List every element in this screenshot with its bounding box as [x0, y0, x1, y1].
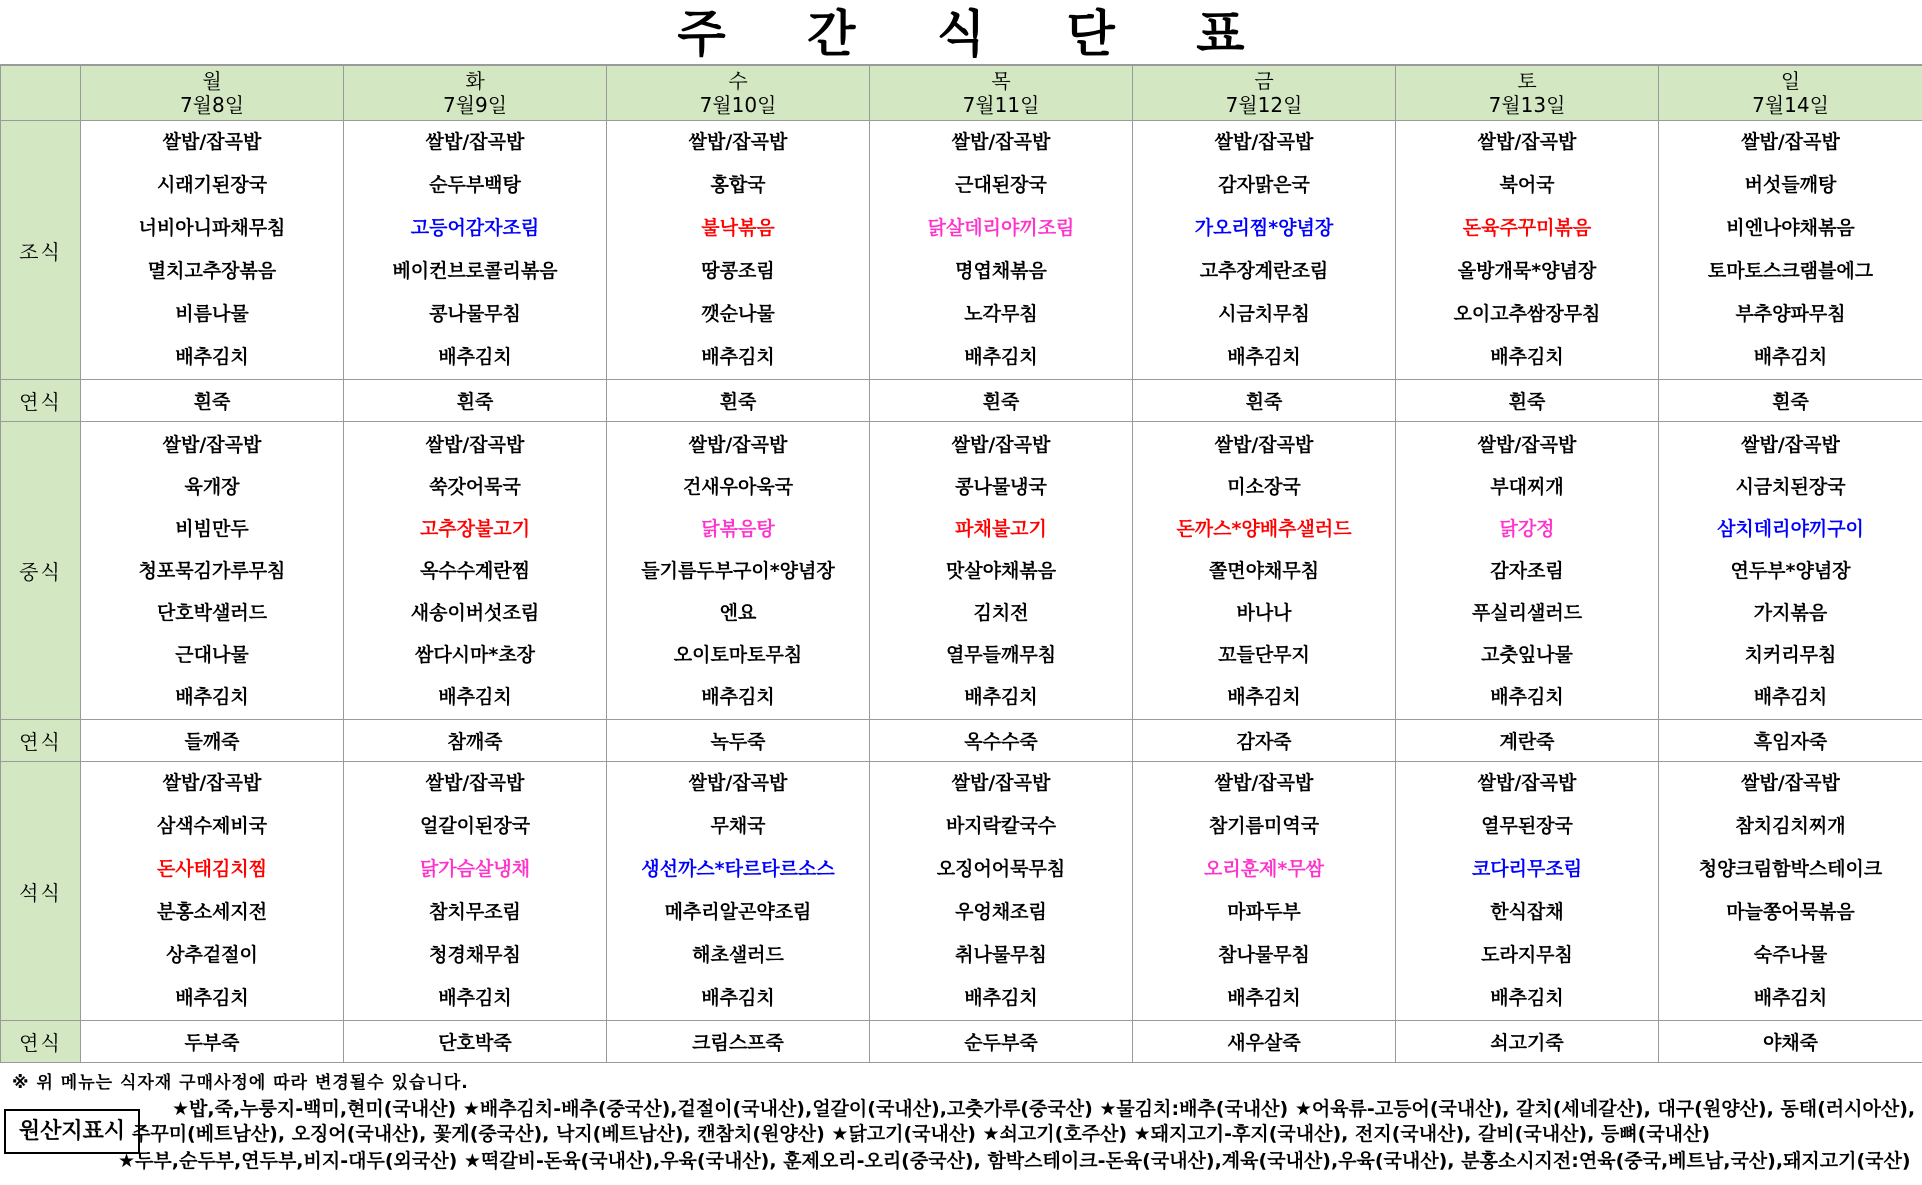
menu-item: 참치김치찌개: [1735, 815, 1846, 837]
breakfast-items: [81, 121, 343, 379]
menu-item: 배추김치: [964, 987, 1038, 1009]
snack-morning-cell: [1659, 380, 1922, 422]
dinner-label: 석식: [1, 762, 81, 1021]
menu-item: 홍합국: [710, 174, 766, 196]
menu-item: 배추김치: [438, 987, 512, 1009]
day-header: [344, 66, 607, 121]
day-header: [1396, 66, 1659, 121]
dinner-items: [81, 762, 343, 1020]
breakfast-items: [344, 121, 606, 379]
snack-item: 단호박죽: [438, 1032, 512, 1054]
snack-item: 흰죽: [1508, 391, 1546, 413]
menu-item: 들기름두부구이*양념장: [641, 559, 835, 582]
menu-item: 배추김치: [175, 685, 249, 708]
breakfast-cell: [1396, 121, 1659, 380]
menu-item: 가오리찜*양념장: [1194, 217, 1334, 239]
dinner-cell: [81, 762, 344, 1021]
menu-item: 청경채무침: [429, 944, 521, 966]
snack-afternoon-cell: [344, 720, 607, 762]
dinner-items: [1396, 762, 1658, 1020]
date-label: 7월13일: [1488, 93, 1566, 117]
menu-item: 쑥갓어묵국: [429, 475, 521, 498]
day-label: 일: [1780, 69, 1801, 93]
lunch-items: [1133, 424, 1395, 718]
menu-item: 근대된장국: [955, 174, 1047, 196]
lunch-cell: [870, 422, 1133, 720]
snack-item: 들깨죽: [184, 731, 240, 753]
menu-item: 불낙볶음: [701, 217, 775, 239]
dinner-cell: [1133, 762, 1396, 1021]
lunch-items: [81, 424, 343, 718]
menu-item: 생선까스*타르타르소스: [641, 858, 835, 880]
dinner-items: [344, 762, 606, 1020]
menu-item: 숙주나물: [1753, 944, 1828, 966]
menu-item: 비름나물: [175, 303, 249, 325]
date-label: 7월11일: [962, 93, 1040, 117]
menu-item: 꼬들단무지: [1218, 643, 1310, 666]
snack-item: 흰죽: [719, 391, 757, 413]
snack-evening-cell: [1396, 1021, 1659, 1063]
menu-item: 참기름미역국: [1208, 815, 1320, 837]
snack-morning-cell: [81, 380, 344, 422]
origin-label: 원산지표시: [4, 1109, 140, 1154]
menu-item: 참나물무침: [1218, 944, 1310, 966]
lunch-items: [1396, 424, 1658, 718]
menu-item: 북어국: [1499, 174, 1555, 196]
menu-item: 바나나: [1236, 601, 1292, 624]
menu-item: 청포묵김가루무침: [138, 559, 286, 582]
menu-item: 돈까스*양배추샐러드: [1176, 517, 1352, 540]
date-label: 7월14일: [1752, 93, 1829, 117]
dinner-cell: [870, 762, 1133, 1021]
lunch-row: [1, 422, 1922, 720]
snack-evening-cell: [1659, 1021, 1922, 1063]
menu-item: 닭살데리야끼조림: [927, 217, 1075, 239]
menu-item: 해초샐러드: [692, 944, 784, 966]
menu-item: 닭볶음탕: [701, 517, 775, 540]
menu-item: 치커리무침: [1744, 643, 1837, 666]
menu-item: 쌀밥/잡곡밥: [162, 433, 262, 456]
menu-item: 미소장국: [1227, 475, 1301, 498]
day-label: 금: [1254, 69, 1274, 93]
menu-item: 닭가슴살냉채: [419, 858, 531, 880]
menu-item: 쌀밥/잡곡밥: [425, 433, 525, 456]
menu-item: 노각무침: [964, 303, 1038, 325]
menu-item: 열무들깨무침: [945, 643, 1057, 666]
menu-item: 배추김치: [175, 987, 249, 1009]
date-label: 7월12일: [1225, 93, 1303, 117]
snack-item: 참깨죽: [447, 731, 503, 753]
breakfast-cell: [1133, 121, 1396, 380]
dinner-items: [1133, 762, 1395, 1020]
menu-item: 깻순나물: [701, 303, 775, 325]
breakfast-items: [870, 121, 1132, 379]
breakfast-items: [607, 121, 869, 379]
day-header: [870, 66, 1133, 121]
menu-item: 명엽채볶음: [955, 260, 1047, 282]
menu-item: 감자맑은국: [1218, 174, 1310, 196]
menu-item: 배추김치: [1227, 346, 1301, 368]
snack-afternoon-cell: [607, 720, 870, 762]
menu-item: 비빔만두: [175, 517, 249, 540]
snack-evening-cell: [607, 1021, 870, 1063]
day-label: 화: [465, 69, 485, 93]
snack-evening-row: [1, 1021, 1922, 1063]
header-corner: [1, 66, 81, 121]
menu-item: 올방개묵*양념장: [1457, 260, 1597, 282]
menu-item: 감자조림: [1490, 559, 1564, 582]
day-label: 수: [728, 69, 748, 93]
menu-item: 배추김치: [701, 987, 775, 1009]
menu-item: 쌀밥/잡곡밥: [162, 772, 262, 794]
snack-afternoon-cell: [1396, 720, 1659, 762]
menu-item: 쌀밥/잡곡밥: [951, 772, 1051, 794]
menu-item: 고등어감자조림: [410, 217, 540, 239]
breakfast-items: [1396, 121, 1658, 379]
snack-item: 흰죽: [456, 391, 494, 413]
dinner-items: [870, 762, 1132, 1020]
snack-item: 흰죽: [1245, 391, 1283, 413]
lunch-cell: [1396, 422, 1659, 720]
day-header: [1133, 66, 1396, 121]
menu-item: 시금치된장국: [1735, 475, 1846, 498]
menu-item: 배추김치: [701, 346, 775, 368]
menu-item: 쌈다시마*초장: [414, 643, 536, 666]
menu-item: 배추김치: [1490, 346, 1564, 368]
menu-item: 버섯들깨탕: [1744, 174, 1837, 196]
menu-item: 열무된장국: [1481, 815, 1573, 837]
snack-afternoon-label: 연식: [1, 720, 81, 762]
snack-morning-cell: [870, 380, 1133, 422]
menu-item: 바지락칼국수: [945, 815, 1057, 837]
menu-item: 건새우아욱국: [682, 475, 794, 498]
dinner-items: [1659, 762, 1922, 1020]
menu-item: 얼갈이된장국: [419, 815, 531, 837]
menu-item: 배추김치: [438, 346, 512, 368]
menu-item: 쌀밥/잡곡밥: [951, 433, 1051, 456]
dinner-cell: [1659, 762, 1922, 1021]
breakfast-cell: [870, 121, 1133, 380]
snack-evening-cell: [344, 1021, 607, 1063]
lunch-label: 중식: [1, 422, 81, 720]
menu-item: 한식잡채: [1490, 901, 1564, 923]
menu-item: 도라지무침: [1481, 944, 1573, 966]
snack-morning-cell: [1133, 380, 1396, 422]
menu-item: 돈사태김치찜: [156, 858, 268, 880]
menu-item: 쌀밥/잡곡밥: [425, 131, 525, 153]
menu-item: 마늘쫑어묵볶음: [1726, 901, 1855, 923]
menu-item: 엔요: [719, 601, 757, 624]
menu-item: 참치무조림: [429, 901, 521, 923]
dinner-cell: [607, 762, 870, 1021]
menu-item: 배추김치: [964, 685, 1038, 708]
snack-morning-cell: [607, 380, 870, 422]
snack-item: 새우살죽: [1227, 1032, 1301, 1054]
snack-item: 흰죽: [982, 391, 1020, 413]
date-label: 7월9일: [442, 93, 508, 117]
origin-line-1: ★밥,죽,누룽지-백미,현미(국내산) ★배추김치-배추(중국산),겉절이(국내산),얼갈이(국내산),고춧가루(중국산) ★물김치:배추(국내산) ★어육류-고등어(국내산), 갈치(세네갈산), 대구(원양산), 동태(러시아산),: [172, 1098, 1916, 1120]
menu-item: 김치전: [973, 601, 1029, 624]
breakfast-label: 조식: [1, 121, 81, 380]
day-label: 목: [991, 69, 1011, 93]
menu-item: 닭강정: [1499, 517, 1555, 540]
breakfast-row: [1, 121, 1922, 380]
menu-item: 쌀밥/잡곡밥: [688, 433, 788, 456]
menu-item: 상추겉절이: [166, 944, 258, 966]
menu-change-notice: ※ 위 메뉴는 식자재 구매사정에 따라 변경될수 있습니다.: [12, 1073, 469, 1093]
menu-item: 코다리무조림: [1471, 858, 1583, 880]
snack-evening-label: 연식: [1, 1021, 81, 1063]
snack-afternoon-cell: [81, 720, 344, 762]
snack-evening-cell: [81, 1021, 344, 1063]
snack-item: 옥수수죽: [964, 731, 1038, 753]
lunch-cell: [607, 422, 870, 720]
menu-item: 분홍소세지전: [156, 901, 268, 923]
menu-item: 우엉채조림: [955, 901, 1047, 923]
dinner-cell: [1396, 762, 1659, 1021]
menu-item: 푸실리샐러드: [1471, 601, 1583, 624]
page-title: 주 간 식 단 표: [0, 0, 1922, 65]
snack-afternoon-cell: [1659, 720, 1922, 762]
menu-item: 고추장계란조림: [1199, 260, 1329, 282]
menu-item: 새송이버섯조림: [410, 601, 540, 624]
weekly-menu-table: [0, 65, 1922, 1063]
menu-item: 콩나물냉국: [955, 475, 1047, 498]
menu-item: 마파두부: [1227, 901, 1301, 923]
snack-evening-cell: [870, 1021, 1133, 1063]
snack-item: 흰죽: [1772, 391, 1809, 413]
menu-item: 취나물무침: [955, 944, 1047, 966]
lunch-items: [344, 424, 606, 718]
menu-item: 쌀밥/잡곡밥: [1477, 772, 1577, 794]
menu-item: 돈육주꾸미볶음: [1462, 217, 1592, 239]
menu-item: 쫄면야채무침: [1208, 559, 1320, 582]
menu-item: 배추김치: [701, 685, 775, 708]
menu-item: 배추김치: [1490, 987, 1564, 1009]
menu-item: 쌀밥/잡곡밥: [1741, 131, 1840, 153]
menu-item: 배추김치: [438, 685, 512, 708]
menu-item: 부대찌개: [1490, 475, 1564, 498]
snack-item: 흑임자죽: [1753, 731, 1828, 753]
menu-item: 배추김치: [175, 346, 249, 368]
snack-item: 감자죽: [1236, 731, 1292, 753]
menu-item: 베이컨브로콜리볶음: [392, 260, 558, 282]
menu-item: 콩나물무침: [429, 303, 521, 325]
menu-item: 쌀밥/잡곡밥: [1741, 433, 1840, 456]
day-header: [81, 66, 344, 121]
breakfast-items: [1659, 121, 1922, 379]
menu-item: 청양크림함박스테이크: [1698, 858, 1883, 880]
snack-item: 크림스프죽: [692, 1032, 784, 1054]
snack-morning-cell: [344, 380, 607, 422]
date-label: 7월10일: [699, 93, 777, 117]
menu-item: 비엔나야채볶음: [1726, 217, 1855, 239]
menu-item: 쌀밥/잡곡밥: [688, 131, 788, 153]
menu-item: 멸치고추장볶음: [147, 260, 277, 282]
snack-item: 계란죽: [1499, 731, 1555, 753]
snack-morning-row: [1, 380, 1922, 422]
menu-item: 쌀밥/잡곡밥: [1214, 131, 1314, 153]
day-label: 월: [202, 69, 222, 93]
menu-item: 순두부백탕: [429, 174, 521, 196]
menu-item: 배추김치: [964, 346, 1038, 368]
menu-item: 오리훈제*무쌈: [1203, 858, 1325, 880]
date-label: 7월8일: [179, 93, 245, 117]
menu-item: 쌀밥/잡곡밥: [1477, 131, 1577, 153]
origin-line-3: ★두부,순두부,연두부,비지-대두(외국산) ★떡갈비-돈육(국내산),우육(국내산), 훈제오리-오리(중국산), 함박스테이크-돈육(국내산),계육(국내산),우육(국내산), 분홍소시지전:연육(중국,베트남,국산),돼지고기(국산): [118, 1150, 1911, 1172]
menu-item: 메추리알곤약조림: [664, 901, 812, 923]
day-header: [607, 66, 870, 121]
menu-item: 쌀밥/잡곡밥: [1477, 433, 1577, 456]
menu-item: 배추김치: [1227, 987, 1301, 1009]
lunch-items: [1659, 424, 1922, 718]
snack-item: 녹두죽: [710, 731, 766, 753]
menu-item: 배추김치: [1490, 685, 1564, 708]
menu-item: 배추김치: [1227, 685, 1301, 708]
breakfast-cell: [1659, 121, 1922, 380]
lunch-items: [607, 424, 869, 718]
menu-item: 단호박샐러드: [156, 601, 268, 624]
menu-item: 배추김치: [1753, 346, 1828, 368]
snack-item: 야채죽: [1762, 1032, 1819, 1054]
menu-item: 너비아니파채무침: [138, 217, 286, 239]
day-header: [1659, 66, 1922, 121]
menu-item: 땅콩조림: [701, 260, 775, 282]
lunch-cell: [344, 422, 607, 720]
menu-item: 고추장불고기: [419, 517, 531, 540]
dinner-items: [607, 762, 869, 1020]
snack-morning-label: 연식: [1, 380, 81, 422]
lunch-cell: [1659, 422, 1922, 720]
snack-afternoon-cell: [1133, 720, 1396, 762]
header-row: [1, 66, 1922, 121]
menu-item: 파채불고기: [955, 517, 1047, 540]
menu-item: 맛살야채볶음: [945, 559, 1057, 582]
breakfast-cell: [607, 121, 870, 380]
lunch-cell: [1133, 422, 1396, 720]
menu-item: 오이고추쌈장무침: [1453, 303, 1601, 325]
dinner-row: [1, 762, 1922, 1021]
snack-morning-cell: [1396, 380, 1659, 422]
breakfast-items: [1133, 121, 1395, 379]
menu-item: 육개장: [184, 475, 240, 498]
breakfast-cell: [344, 121, 607, 380]
menu-item: 토마토스크램블에그: [1707, 260, 1874, 282]
menu-item: 쌀밥/잡곡밥: [688, 772, 788, 794]
menu-item: 연두부*양념장: [1730, 559, 1851, 582]
snack-afternoon-cell: [870, 720, 1133, 762]
menu-item: 오이토마토무침: [673, 643, 803, 666]
menu-item: 삼치데리야끼구이: [1717, 517, 1864, 540]
menu-item: 옥수수계란찜: [419, 559, 531, 582]
menu-item: 오징어어묵무침: [936, 858, 1066, 880]
menu-item: 무채국: [710, 815, 766, 837]
dinner-cell: [344, 762, 607, 1021]
snack-item: 흰죽: [193, 391, 231, 413]
lunch-cell: [81, 422, 344, 720]
menu-item: 쌀밥/잡곡밥: [425, 772, 525, 794]
snack-item: 순두부죽: [964, 1032, 1038, 1054]
menu-item: 가지볶음: [1753, 601, 1828, 624]
menu-item: 쌀밥/잡곡밥: [162, 131, 262, 153]
menu-item: 시래기된장국: [156, 174, 268, 196]
lunch-items: [870, 424, 1132, 718]
menu-item: 삼색수제비국: [156, 815, 268, 837]
snack-afternoon-row: [1, 720, 1922, 762]
day-label: 토: [1517, 69, 1537, 93]
menu-item: 쌀밥/잡곡밥: [1214, 433, 1314, 456]
snack-evening-cell: [1133, 1021, 1396, 1063]
menu-item: 쌀밥/잡곡밥: [951, 131, 1051, 153]
origin-line-2: 주꾸미(베트남산), 오징어(국내산), 꽃게(중국산), 낙지(베트남산), 캔참치(원양산) ★닭고기(국내산) ★쇠고기(호주산) ★돼지고기-후지(국내산), 전지(국내산), 갈비(국내산), 등뼈(국내산): [132, 1123, 1711, 1145]
menu-item: 배추김치: [1753, 685, 1828, 708]
menu-item: 근대나물: [175, 643, 249, 666]
snack-item: 쇠고기죽: [1490, 1032, 1564, 1054]
menu-item: 부추양파무침: [1735, 303, 1846, 325]
menu-item: 배추김치: [1753, 987, 1828, 1009]
snack-item: 두부죽: [184, 1032, 240, 1054]
menu-item: 쌀밥/잡곡밥: [1741, 772, 1840, 794]
menu-item: 시금치무침: [1218, 303, 1310, 325]
breakfast-cell: [81, 121, 344, 380]
menu-item: 고춧잎나물: [1481, 643, 1573, 666]
menu-item: 쌀밥/잡곡밥: [1214, 772, 1314, 794]
